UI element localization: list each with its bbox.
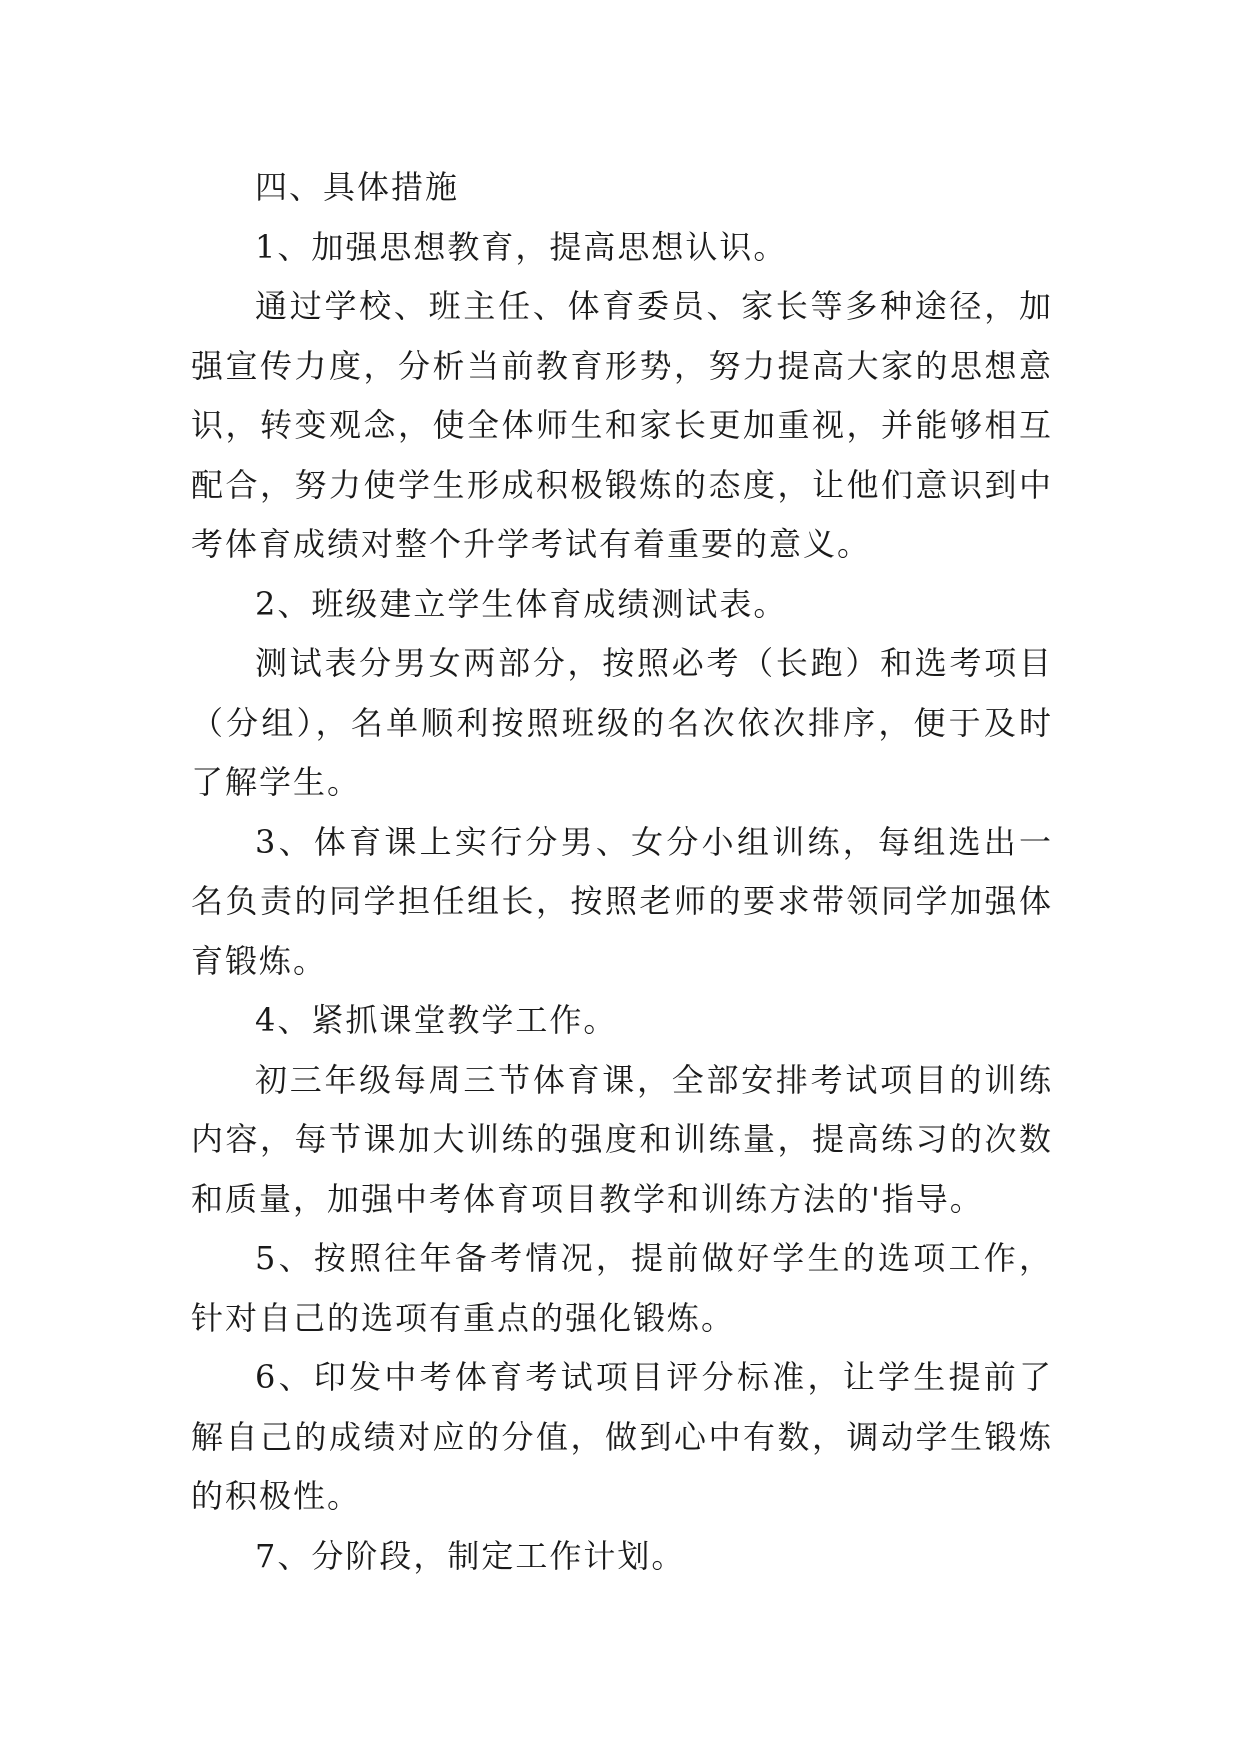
item-3: 3、体育课上实行分男、女分小组训练，每组选出一名负责的同学担任组长，按照老师的要求带领同学加强体育锻炼。 bbox=[191, 822, 1053, 980]
item-5: 5、按照往年备考情况，提前做好学生的选项工作，针对自己的选项有重点的强化锻炼。 bbox=[191, 1239, 1053, 1337]
item-body-2: 测试表分男女两部分，按照必考（长跑）和选考项目（分组），名单顺利按照班级的名次依次排序，便于及时了解学生。 bbox=[191, 644, 1053, 801]
item-6: 6、印发中考体育考试项目评分标准，让学生提前了解自己的成绩对应的分值，做到心中有数，调动学生锻炼的积极性。 bbox=[191, 1358, 1053, 1515]
item-7: 7、分阶段，制定工作计划。 bbox=[255, 1536, 686, 1575]
item-heading-4: 4、紧抓课堂教学工作。 bbox=[255, 1001, 618, 1039]
section-heading: 四、具体措施 bbox=[255, 168, 460, 206]
item-heading-2: 2、班级建立学生体育成绩测试表。 bbox=[255, 584, 788, 623]
document-body bbox=[191, 158, 1053, 1586]
item-heading-1: 1、加强思想教育，提高思想认识。 bbox=[255, 227, 788, 266]
item-body-1: 通过学校、班主任、体育委员、家长等多种途径，加强宣传力度，分析当前教育形势，努力提高大家的思想意识，转变观念，使全体师生和家长更加重视，并能够相互配合，努力使学生形成积极锻炼的态度，让他们意识到中考体育成绩对整个升学考试有着重要的意义。 bbox=[191, 287, 1053, 563]
item-body-4: 初三年级每周三节体育课，全部安排考试项目的训练内容，每节课加大训练的强度和训练量，提高练习的次数和质量，加强中考体育项目教学和训练方法的'指导。 bbox=[191, 1060, 1053, 1218]
